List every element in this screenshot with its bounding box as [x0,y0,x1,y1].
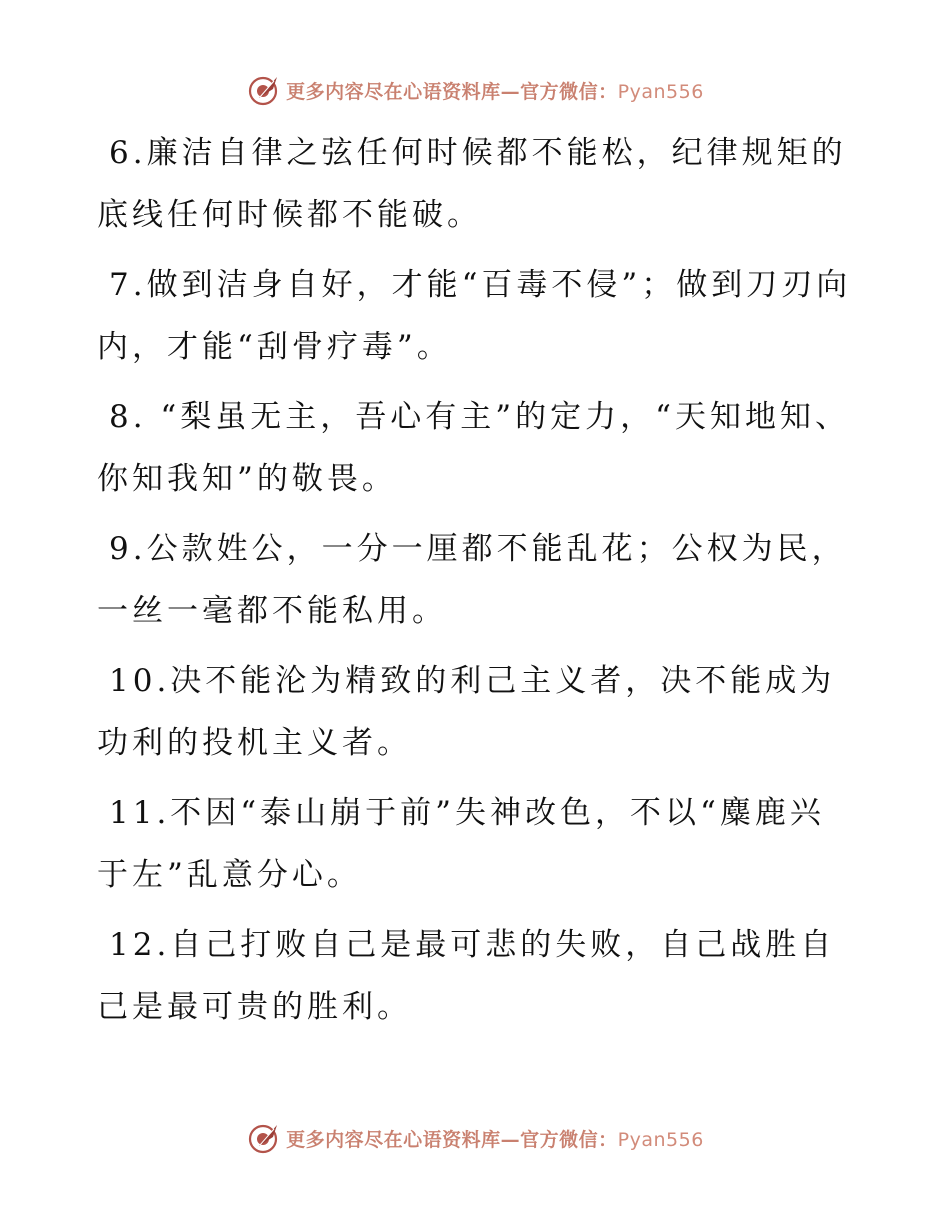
quote-list [97,122,857,1046]
list-item: 9.公款姓公，一分一厘都不能乱花；公权为民，一丝一毫都不能私用。 [97,531,847,629]
watermark-text: 更多内容尽在心语资料库—官方微信：Pyan556 [286,80,704,103]
watermark-text: 更多内容尽在心语资料库—官方微信：Pyan556 [286,1128,704,1151]
list-item: 7.做到洁身自好，才能“百毒不侵”；做到刀刃向内，才能“刮骨疗毒”。 [97,267,852,365]
list-item: 12.自己打败自己是最可悲的失败，自己战胜自己是最可贵的胜利。 [97,927,836,1025]
list-item: 11.不因“泰山崩于前”失神改色，不以“麋鹿兴于左”乱意分心。 [97,795,825,893]
list-item: 6.廉洁自律之弦任何时候都不能松，纪律规矩的底线任何时候都不能破。 [97,135,847,233]
quill-logo-icon [246,1120,282,1156]
header-watermark [0,70,950,110]
quill-logo-icon [246,72,282,108]
footer-watermark [0,1118,950,1158]
list-item: 10.决不能沦为精致的利己主义者，决不能成为功利的投机主义者。 [97,663,836,761]
list-item: 8. “梨虽无主，吾心有主”的定力，“天知地知、你知我知”的敬畏。 [97,399,850,497]
